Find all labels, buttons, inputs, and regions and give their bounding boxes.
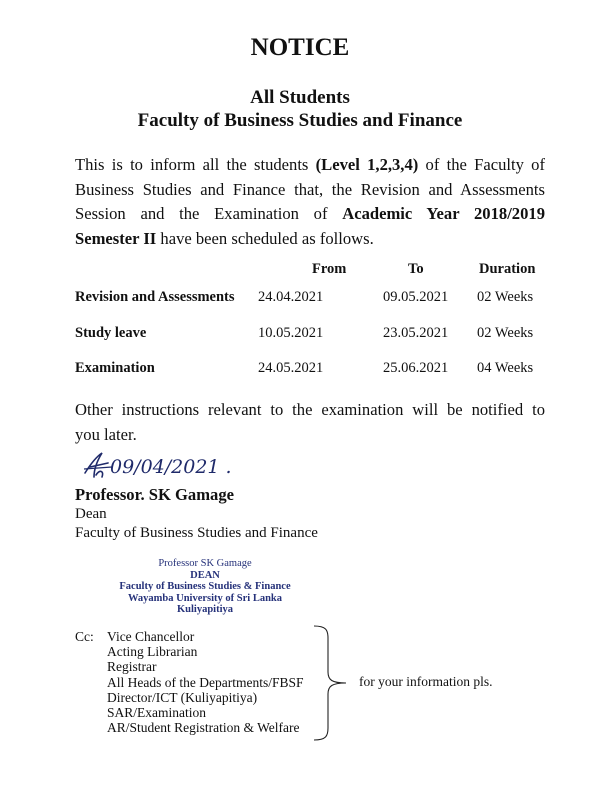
- cc-recipient: SAR/Examination: [107, 704, 206, 720]
- intro-line-2: Business Studies and Finance that, the Revision and Assessments: [75, 179, 545, 199]
- cc-recipient: Director/ICT (Kuliyapitiya): [107, 689, 258, 705]
- intro-levels: (Level 1,2,3,4): [315, 155, 419, 174]
- intro-text: This is to inform all the students: [75, 155, 316, 174]
- row-from: 24.05.2021: [258, 360, 324, 376]
- signer-role: Dean: [75, 506, 107, 522]
- intro-line-1: [75, 153, 545, 178]
- intro-text: Session and the Examination of: [75, 204, 343, 223]
- cc-recipient: Registrar: [107, 659, 157, 675]
- signature-date: 09/04/2021 .: [110, 456, 232, 478]
- row-to: 09.05.2021: [383, 289, 449, 305]
- intro-semester: Semester II: [75, 228, 157, 248]
- signer-faculty: Faculty of Business Studies and Finance: [75, 525, 318, 541]
- row-label: Examination: [75, 360, 155, 376]
- cc-list: [107, 629, 303, 735]
- row-duration: 02 Weeks: [477, 289, 534, 305]
- stamp-title: DEAN: [190, 569, 220, 581]
- stamp-place: Kuliyapitiya: [176, 604, 233, 615]
- intro-text: of the Faculty of: [418, 155, 545, 174]
- row-to: 23.05.2021: [383, 325, 449, 341]
- cc-recipient: AR/Student Registration & Welfare: [107, 720, 300, 736]
- cc-bracket: [312, 624, 352, 747]
- schedule-row: [0, 289, 600, 309]
- row-label: Revision and Assessments: [75, 289, 235, 305]
- cc-recipient: All Heads of the Departments/FBSF: [107, 674, 304, 690]
- instructions-line-1: Other instructions relevant to the examination will be notified to: [75, 400, 545, 419]
- intro-text: have been scheduled as follows.: [156, 228, 374, 248]
- stamp-name: Professor SK Gamage: [158, 558, 252, 569]
- column-header-to: To: [408, 261, 424, 277]
- row-from: 24.04.2021: [258, 289, 324, 305]
- intro-line-3: [75, 202, 545, 227]
- signature-drawing: [82, 447, 252, 487]
- cc-recipient: Acting Librarian: [107, 644, 198, 660]
- intro-academic-year: Academic Year 2018/2019: [342, 204, 545, 223]
- column-header-duration: Duration: [479, 261, 536, 277]
- row-duration: 02 Weeks: [477, 325, 534, 341]
- row-duration: 04 Weeks: [477, 360, 534, 376]
- notice-title: NOTICE: [250, 34, 350, 61]
- column-header-from: From: [312, 261, 347, 277]
- instructions-paragraph: [75, 397, 545, 447]
- instructions-line-2: you later.: [75, 425, 137, 444]
- official-stamp: [75, 558, 335, 616]
- schedule-row: [0, 325, 600, 345]
- schedule-row: [0, 360, 600, 380]
- intro-line-4: [75, 227, 545, 252]
- row-label: Study leave: [75, 325, 147, 341]
- row-from: 10.05.2021: [258, 325, 324, 341]
- audience-heading: All Students: [250, 87, 350, 108]
- right-brace-icon: [312, 624, 352, 742]
- row-to: 25.06.2021: [383, 360, 449, 376]
- intro-paragraph: [75, 153, 545, 251]
- cc-label: Cc:: [75, 629, 94, 644]
- stamp-faculty: Faculty of Business Studies & Finance: [119, 581, 291, 592]
- cc-note: for your information pls.: [359, 674, 493, 689]
- faculty-heading: Faculty of Business Studies and Finance: [137, 110, 463, 131]
- signer-name: Professor. SK Gamage: [75, 485, 235, 504]
- stamp-university: Wayamba University of Sri Lanka: [127, 592, 282, 604]
- cc-recipient: Vice Chancellor: [107, 629, 195, 644]
